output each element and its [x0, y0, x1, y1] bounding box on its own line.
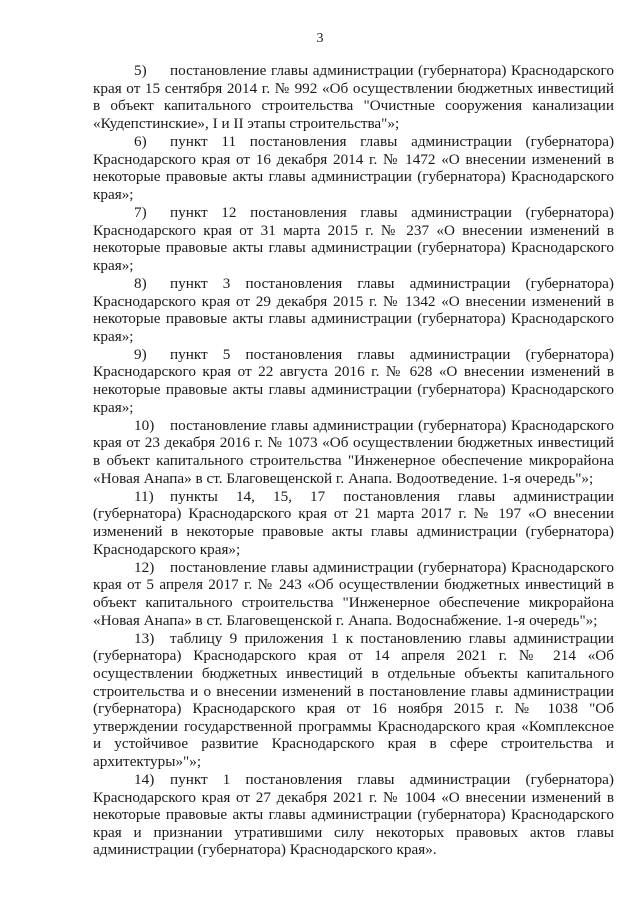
- item-number: 8): [134, 274, 147, 292]
- list-item: [93, 275, 614, 345]
- list-item: [93, 133, 614, 203]
- item-number: 12): [134, 558, 155, 576]
- item-number: 10): [134, 416, 155, 434]
- item-number: 6): [134, 132, 147, 150]
- item-number: 11): [134, 487, 154, 505]
- item-text: пункт 1 постановления главы администрации (губернатора) Краснодарского края от 27 декабря 2021 г. № 1004 «О внесении изменений в некоторые правовые акты главы администрации (губернатора) Краснодарского края и признании утратившими силу некоторых правовых актов главы администрации (губернатора) Краснодарского края».: [93, 771, 614, 859]
- item-text: постановление главы администрации (губернатора) Краснодарского края от 5 апреля 2017 г. № 243 «Об осуществлении бюджетных инвестиций в объект капитального строительства "Инженерное обеспечение микрорайона «Новая Анапа» в ст. Благовещенской г. Анапа. Водоснабжение. 1-я очередь"»;: [93, 558, 614, 629]
- item-text: постановление главы администрации (губернатора) Краснодарского края от 23 декабря 2016 г. № 1073 «Об осуществлении бюджетных инвестиций в объект капитального строительства "Инженерное обеспечение микрорайона «Новая Анапа» в ст. Благовещенской г. Анапа. Водоотведение. 1-я очередь"»;: [93, 416, 614, 487]
- list-item: [93, 62, 614, 132]
- document-body: [93, 62, 614, 860]
- item-number: 13): [134, 629, 155, 647]
- item-text: пункт 12 постановления главы администрации (губернатора) Краснодарского края от 31 марта 2015 г. № 237 «О внесении изменений в некоторые правовые акты главы администрации (губернатора) Краснодарского края»;: [93, 203, 614, 274]
- item-number: 14): [134, 771, 155, 789]
- item-number: 7): [134, 203, 147, 221]
- list-item: [93, 771, 614, 859]
- list-item: [93, 417, 614, 487]
- item-text: таблицу 9 приложения 1 к постановлению главы администрации (губернатора) Краснодарского края от 14 апреля 2021 г. № 214 «Об осуществлении бюджетных инвестиций в отдельные объекты капитального строительства и о внесении изменений в постановление главы администрации (губернатора) Краснодарского края от 16 ноября 2015 г. № 1038 "Об утверждении государственной программы Краснодарского края «Комплексное и устойчивое развитие Краснодарского края в сфере строительства и архитектуры»"»;: [93, 629, 614, 770]
- list-item: [93, 559, 614, 629]
- list-item: [93, 488, 614, 558]
- item-text: пункт 11 постановления главы администрации (губернатора) Краснодарского края от 16 декабря 2014 г. № 1472 «О внесении изменений в некоторые правовые акты главы администрации (губернатора) Краснодарского края»;: [93, 132, 614, 203]
- item-number: 9): [134, 345, 147, 363]
- list-item: [93, 630, 614, 771]
- item-text: пункт 3 постановления главы администрации (губернатора) Краснодарского края от 29 декабря 2015 г. № 1342 «О внесении изменений в некоторые правовые акты главы администрации (губернатора) Краснодарского края»;: [93, 274, 614, 345]
- item-number: 5): [134, 62, 147, 79]
- list-item: [93, 204, 614, 274]
- list-item: [93, 346, 614, 416]
- page-number: 3: [316, 31, 324, 46]
- item-text: пункты 14, 15, 17 постановления главы администрации (губернатора) Краснодарского края от 21 марта 2017 г. № 197 «О внесении изменений в некоторые правовые акты главы администрации (губернатора) Краснодарского края»;: [93, 487, 614, 558]
- item-text: пункт 5 постановления главы администрации (губернатора) Краснодарского края от 22 августа 2016 г. № 628 «О внесении изменений в некоторые правовые акты главы администрации (губернатора) Краснодарского края»;: [93, 345, 614, 416]
- item-text: постановление главы администрации (губернатора) Краснодарского края от 15 сентября 2014 г. № 992 «Об осуществлении бюджетных инвестиций в объект капитального строительства "Очистные сооружения канализации «Кудепстинские», I и II этапы строительства"»;: [93, 62, 614, 132]
